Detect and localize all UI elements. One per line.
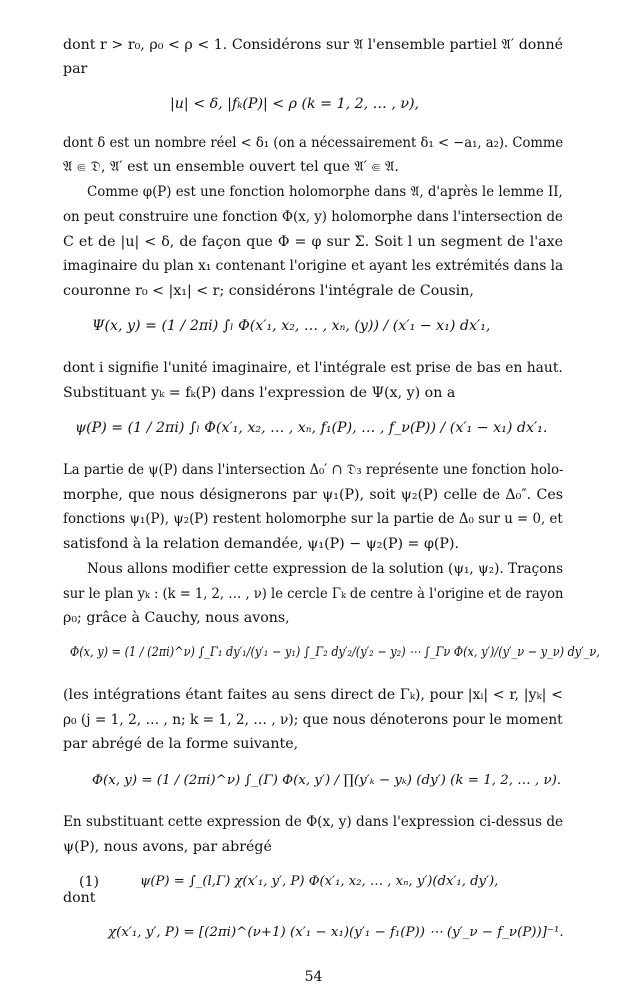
text-line: C et de |u| < δ, de façon que Φ = φ sur Σ. Soit l un segment de l'axe <box>63 234 563 250</box>
text-line: imaginaire du plan x₁ contenant l'origine et ayant les extrémités dans la <box>63 258 564 274</box>
text-line: En substituant cette expression de Φ(x, y) dans l'expression ci-dessus de <box>63 814 564 830</box>
text-line: ρ₀; grâce à Cauchy, nous avons, <box>63 610 290 626</box>
text-line: couronne r₀ < |x₁| < r; considérons l'intégrale de Cousin, <box>63 283 474 299</box>
text-line: dont r > r₀, ρ₀ < ρ < 1. Considérons sur 𝔄 l'ensemble partiel 𝔄′ donné <box>63 37 563 53</box>
text-line: Comme φ(P) est une fonction holomorphe dans 𝔄, d'après le lemme II, <box>87 184 563 200</box>
text-line: dont <box>63 890 96 906</box>
equation-number-1: (1) <box>79 874 100 890</box>
text-line: 𝔄 ⋐ 𝔇, 𝔄′ est un ensemble ouvert tel que 𝔄′ ⋐ 𝔄. <box>63 159 399 175</box>
equation-psi-of-p: ψ(P) = (1 / 2πi) ∫ₗ Φ(x′₁, x₂, … , xₙ, f₁(P), … , f_ν(P)) / (x′₁ − x₁) dx′₁. <box>75 420 548 436</box>
text-line: Nous allons modifier cette expression de la solution (ψ₁, ψ₂). Traçons <box>87 561 564 577</box>
text-line: on peut construire une fonction Φ(x, y) holomorphe dans l'intersection de <box>63 209 563 225</box>
equation-cauchy-formula: Φ(x, y) = (1 / (2πi)^ν) ∫_Γ₁ dy′₁/(y′₁ − y₁) ∫_Γ₂ dy′₂/(y′₂ − y₂) ⋯ ∫_Γν Φ(x, y′)/(y′_ν − y_ν) dy′_ν, <box>70 645 600 660</box>
text-line: fonctions ψ₁(P), ψ₂(P) restent holomorphe sur la partie de Δ₀ sur u = 0, et <box>63 511 563 527</box>
text-line: ψ(P), nous avons, par abrégé <box>63 839 272 855</box>
text-line: dont δ est un nombre réel < δ₁ (on a nécessairement δ₁ < −a₁, a₂). Comme <box>63 135 564 151</box>
text-line: La partie de ψ(P) dans l'intersection Δ₀′ ∩ 𝔇₃ représente une fonction holo- <box>63 462 564 478</box>
text-line: par abrégé de la forme suivante, <box>63 736 299 752</box>
text-line: Substituant yₖ = fₖ(P) dans l'expression de Ψ(x, y) on a <box>63 385 456 401</box>
page-number: 54 <box>304 969 323 985</box>
equation-1: ψ(P) = ∫_(l,Γ) χ(x′₁, y′, P) Φ(x′₁, x₂, … , xₙ, y′)(dx′₁, dy′), <box>140 874 499 889</box>
text-line: morphe, que nous désignerons par ψ₁(P), soit ψ₂(P) celle de Δ₀″. Ces <box>63 487 563 503</box>
text-line: dont i signifie l'unité imaginaire, et l'intégrale est prise de bas en haut. <box>63 360 563 376</box>
equation-set-definition: |u| < δ, |fₖ(P)| < ρ (k = 1, 2, … , ν), <box>170 96 420 112</box>
text-line: par <box>63 61 88 77</box>
equation-abridged-form: Φ(x, y) = (1 / (2πi)^ν) ∫_(Γ) Φ(x, y′) / ∏(y′ₖ − yₖ) (dy′) (k = 1, 2, … , ν). <box>92 773 562 788</box>
equation-cousin-integral: Ψ(x, y) = (1 / 2πi) ∫ₗ Φ(x′₁, x₂, … , xₙ, (y)) / (x′₁ − x₁) dx′₁, <box>92 318 491 334</box>
text-line: ρ₀ (j = 1, 2, … , n; k = 1, 2, … , ν); que nous dénoterons pour le moment <box>63 712 563 728</box>
text-line: satisfond à la relation demandée, ψ₁(P) − ψ₂(P) = φ(P). <box>63 536 460 552</box>
text-line: sur le plan yₖ : (k = 1, 2, … , ν) le cercle Γₖ de centre à l'origine et de rayon <box>63 586 564 602</box>
text-line: (les intégrations étant faites au sens direct de Γₖ), pour |xᵢ| < r, |yₖ| < <box>63 687 563 703</box>
equation-chi-definition: χ(x′₁, y′, P) = [(2πi)^(ν+1) (x′₁ − x₁)(y′₁ − f₁(P)) ⋯ (y′_ν − f_ν(P))]⁻¹. <box>108 925 564 940</box>
